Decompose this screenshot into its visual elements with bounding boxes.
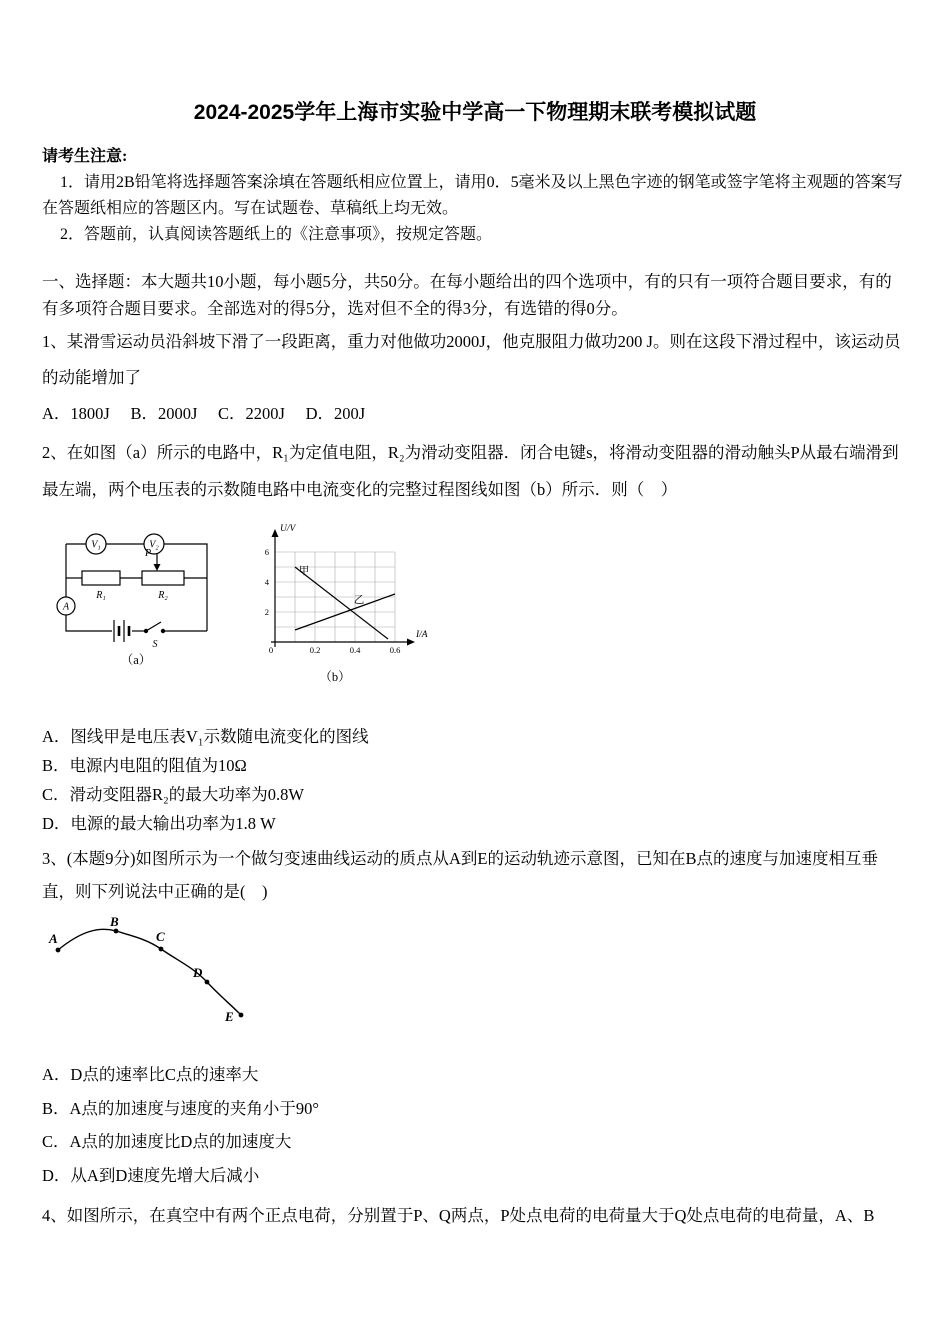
question-2-option-a: A．图线甲是电压表V₁示数随电流变化的图线	[42, 727, 369, 746]
wire	[66, 615, 112, 631]
x-tick-04: 0.4	[349, 645, 361, 655]
trajectory-curve	[58, 929, 241, 1015]
switch-blade-icon	[146, 622, 161, 631]
question-2-option-b: B．电源内电阻的阻值为10Ω	[42, 756, 247, 775]
point-e-label: E	[225, 1009, 234, 1024]
wire	[164, 544, 207, 631]
y-tick-6: 6	[264, 547, 269, 557]
point-b-dot	[114, 929, 119, 934]
question-2-figure	[54, 516, 908, 688]
y-tick-4: 4	[264, 577, 269, 587]
notice-item-2: 2．答题前，认真阅读答题纸上的《注意事项》，按规定答题。	[60, 226, 493, 243]
switch-s-label: S	[152, 639, 158, 650]
voltmeter-v2-label: V₂	[149, 539, 159, 551]
circuit-diagram	[54, 516, 222, 668]
y-axis-label: U/V	[280, 524, 296, 534]
question-4-text: 4、如图所示，在真空中有两个正点电荷，分别置于P、Q两点，P处点电荷的电荷量大于Q处点电荷的电荷量，A、B	[42, 1206, 875, 1225]
question-2-text: 2、在如图（a）所示的电路中，R₁为定值电阻，R₂为滑动变阻器．闭合电键s，将滑动变阻器的滑动触头P从最右端滑到最左端，两个电压表的示数随电路中电流变化的完整过程图线如图（b）所示．则（ ）	[42, 443, 899, 499]
point-a-label: A	[49, 931, 58, 946]
resistor-r1-label: R₁	[96, 590, 106, 601]
x-tick-0: 0	[268, 645, 274, 655]
circuit-caption: （a）	[120, 653, 152, 667]
resistor-r1-icon	[82, 571, 120, 585]
point-c-label: C	[156, 929, 165, 944]
line-yi-label: 乙	[353, 595, 365, 606]
notice-heading: 请考生注意:	[42, 148, 128, 165]
question-1-options: A．1800J B．2000J C．2200J D．200J	[42, 404, 366, 423]
page-title: 2024-2025学年上海市实验中学高一下物理期末联考模拟试题	[193, 101, 757, 124]
question-3-figure	[44, 916, 908, 1028]
slider-p-label: P	[144, 548, 152, 559]
point-e-dot	[239, 1013, 244, 1018]
x-tick-06: 0.6	[389, 645, 401, 655]
resistor-r2-label: R₂	[158, 590, 168, 601]
slider-arrowhead-icon	[154, 564, 161, 571]
graph-caption: （b）	[319, 670, 351, 684]
x-axis-arrow-icon	[407, 639, 415, 646]
question-3-option-a: A．D点的速率比C点的速率大	[42, 1065, 259, 1084]
y-axis-arrow-icon	[272, 529, 279, 537]
point-b-label: B	[110, 916, 119, 929]
point-d-label: D	[193, 965, 203, 980]
question-3-option-c: C．A点的加速度比D点的加速度大	[42, 1132, 292, 1151]
point-c-dot	[159, 947, 164, 952]
trajectory-diagram	[44, 916, 279, 1028]
question-2-option-d: D．电源的最大输出功率为1.8 W	[42, 814, 276, 833]
voltmeter-v1-label: V₁	[91, 539, 101, 551]
point-a-dot	[56, 948, 61, 953]
question-3-option-b: B．A点的加速度与速度的夹角小于90°	[42, 1098, 320, 1118]
uv-current-graph	[238, 516, 438, 688]
ammeter-label: A	[62, 601, 70, 613]
question-3-text: 3、(本题9分)如图所示为一个做匀变速曲线运动的质点从A到E的运动轨迹示意图，已知在B点的速度与加速度相互垂直，则下列说法中正确的是( )	[42, 849, 878, 901]
point-d-dot	[205, 980, 210, 985]
notice-item-1: 1．请用2B铅笔将选择题答案涂填在答题纸相应位置上，请用0．5毫米及以上黑色字迹的钢笔或签字笔将主观题的答案写在答题纸相应的答题区内。写在试题卷、草稿纸上均无效。	[42, 174, 903, 217]
question-2-option-c: C．滑动变阻器R₂的最大功率为0.8W	[42, 785, 304, 804]
x-tick-02: 0.2	[309, 645, 321, 655]
question-3-option-d: D．从A到D速度先增大后减小	[42, 1165, 260, 1185]
x-axis-label: I/A	[416, 630, 428, 640]
resistor-r2-icon	[142, 571, 184, 585]
section-one-intro: 一、选择题：本大题共10小题，每小题5分，共50分。在每小题给出的四个选项中，有的只有一项符合题目要求，有的有多项符合题目要求。全部选对的得5分，选对但不全的得3分，有选错的得0分。	[42, 272, 892, 318]
question-1-text: 1、某滑雪运动员沿斜坡下滑了一段距离，重力对他做功2000J，他克服阻力做功200 J。则在这段下滑过程中，该运动员的动能增加了	[42, 332, 901, 387]
line-jia-label: 甲	[298, 566, 310, 577]
line-jia	[295, 567, 388, 639]
y-tick-2: 2	[264, 607, 269, 617]
